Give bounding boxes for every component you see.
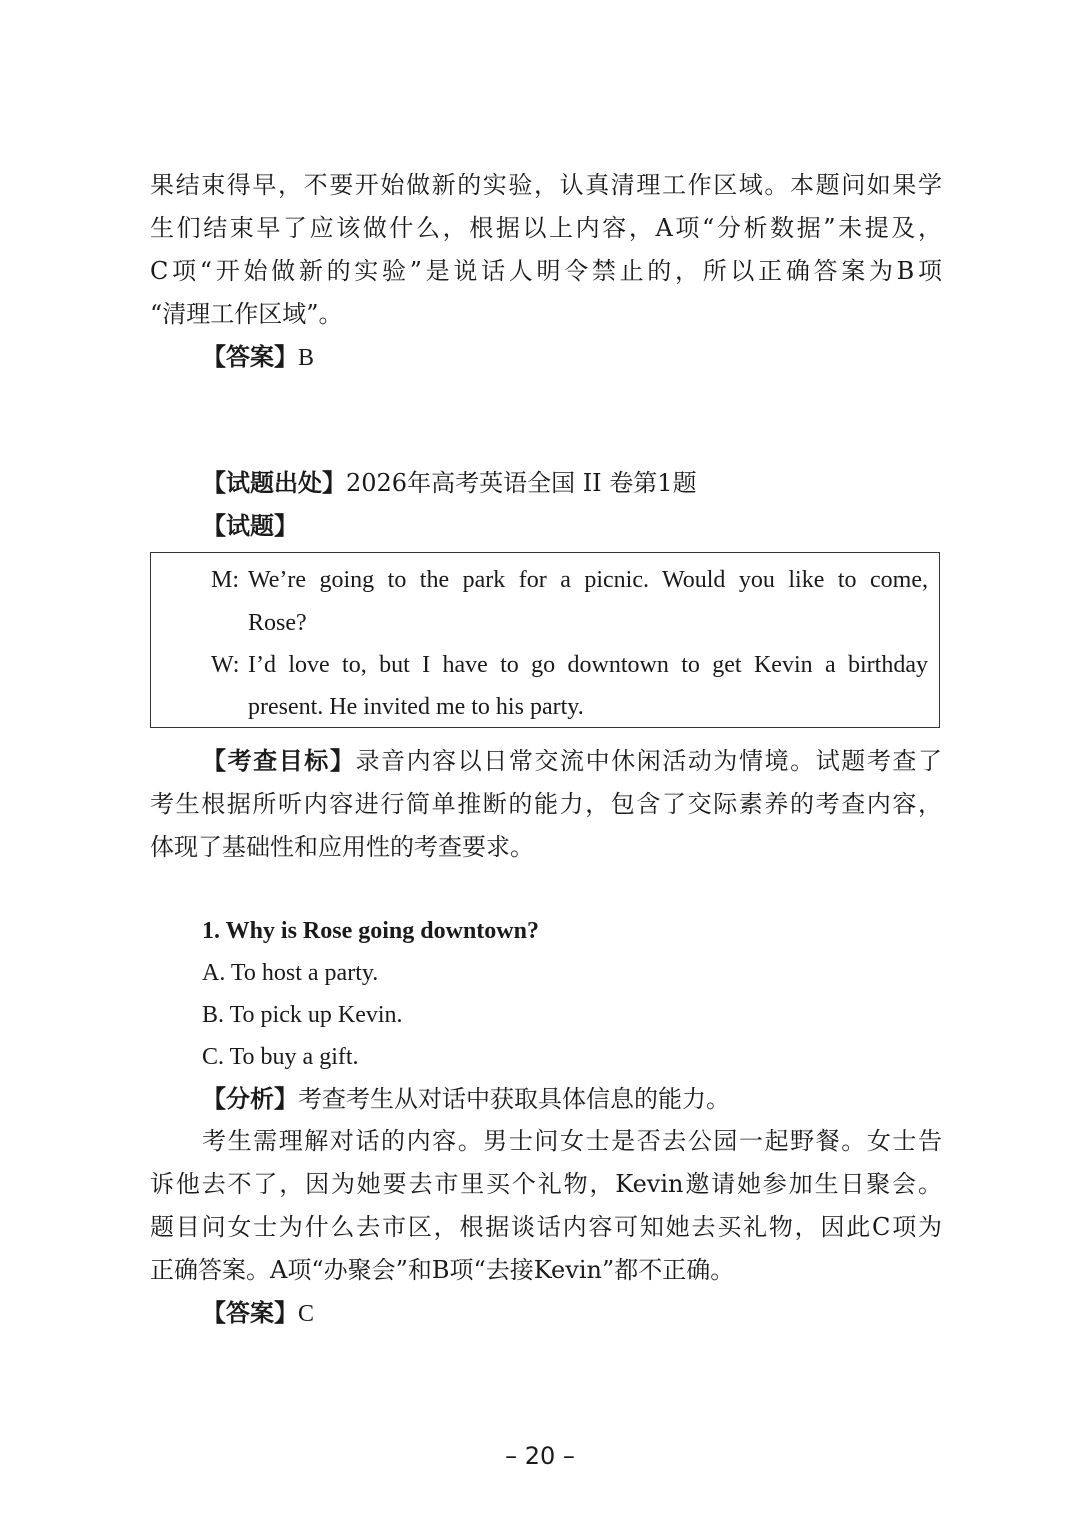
dialog-line: I’d love to, but I have to go downtown to get Kevin a birthday — [248, 652, 928, 678]
paragraph-line: 考生需理解对话的内容。男士问女士是否去公园一起野餐。女士告 — [202, 1127, 942, 1155]
paragraph-line: 诉他去不了，因为她要去市里买个礼物，Kevin邀请她参加生日聚会。 — [150, 1170, 942, 1198]
speaker-m: M: — [211, 567, 240, 593]
paragraph-line: 果结束得早，不要开始做新的实验，认真清理工作区域。本题问如果学 — [150, 171, 942, 199]
source-tag: 【试题出处】 — [202, 469, 346, 497]
option-a: A. To host a party. — [202, 960, 379, 986]
paragraph-line: “清理工作区域”。 — [150, 300, 343, 328]
goal-tag: 【考查目标】 — [202, 747, 356, 775]
goal-text: 录音内容以日常交流中休闲活动为情境。试题考查了 — [355, 747, 942, 775]
paragraph-line: 生们结束早了应该做什么，根据以上内容，A项“分析数据”未提及， — [150, 214, 942, 242]
answer-line — [202, 1292, 314, 1335]
dialog-line: We’re going to the park for a picnic. Would you like to come, — [248, 567, 928, 593]
goal-line — [202, 740, 942, 782]
answer-value: B — [298, 345, 315, 371]
question-stem: 1. Why is Rose going downtown? — [202, 918, 539, 944]
dialog-line: present. He invited me to his party. — [248, 694, 584, 720]
page-number: – 20 – — [505, 1442, 575, 1470]
question-tag: 【试题】 — [202, 512, 298, 540]
source-text: 2026年高考英语全国 II 卷第1题 — [346, 469, 697, 497]
paragraph-line: C项“开始做新的实验”是说话人明令禁止的，所以正确答案为B项 — [150, 257, 942, 285]
paragraph-line: 正确答案。A项“办聚会”和B项“去接Kevin”都不正确。 — [150, 1256, 735, 1284]
answer-tag: 【答案】 — [202, 343, 298, 371]
paragraph-line: 体现了基础性和应用性的考查要求。 — [150, 833, 534, 861]
analysis-text: 考查考生从对话中获取具体信息的能力。 — [298, 1085, 730, 1113]
dialog-line: Rose? — [248, 610, 307, 636]
analysis-line — [202, 1078, 730, 1120]
speaker-w: W: — [211, 652, 240, 678]
paragraph-line: 题目问女士为什么去市区，根据谈话内容可知她去买礼物，因此C项为 — [150, 1213, 942, 1241]
analysis-tag: 【分析】 — [202, 1085, 298, 1113]
answer-value: C — [298, 1301, 315, 1327]
option-c: C. To buy a gift. — [202, 1044, 359, 1070]
option-b: B. To pick up Kevin. — [202, 1002, 403, 1028]
paragraph-line: 考生根据所听内容进行简单推断的能力，包含了交际素养的考查内容， — [150, 790, 942, 818]
answer-line — [202, 336, 314, 379]
answer-tag: 【答案】 — [202, 1299, 298, 1327]
source-line — [202, 462, 697, 504]
dialog-box — [150, 552, 940, 728]
